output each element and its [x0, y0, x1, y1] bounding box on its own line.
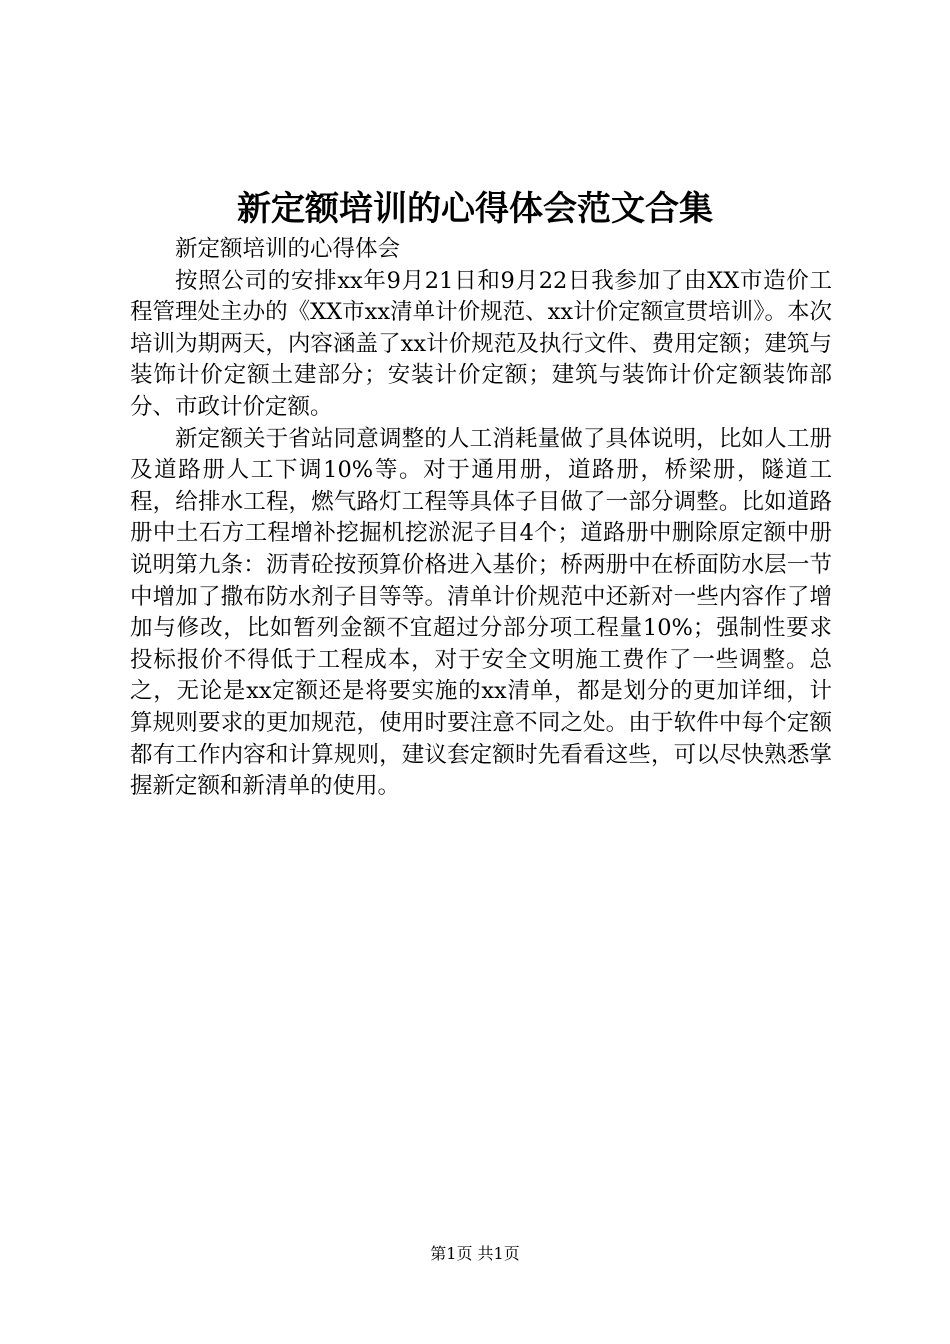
- document-body: [130, 234, 832, 803]
- subtitle-paragraph: 新定额培训的心得体会: [175, 236, 401, 262]
- page-footer: 第1页 共1页: [430, 1244, 520, 1263]
- body-paragraph-2: 新定额关于省站同意调整的人工消耗量做了具体说明，比如人工册及道路册人工下调10%等。对于通用册，道路册，桥梁册，隧道工程，给排水工程，燃气路灯工程等具体子目做了一部分调整。比如道路册中土石方工程增补挖掘机挖淤泥子目4个；道路册中删除原定额中册说明第九条：沥青砼按预算价格进入基价；桥两册中在桥面防水层一节中增加了撒布防水剂子目等等。清单计价规范中还新对一些内容作了增加与修改，比如暂列金额不宜超过分部分项工程量10%；强制性要求投标报价不得低于工程成本，对于安全文明施工费作了一些调整。总之，无论是xx定额还是将要实施的xx清单，都是划分的更加详细，计算规则要求的更加规范，使用时要注意不同之处。由于软件中每个定额都有工作内容和计算规则，建议套定额时先看看这些，可以尽快熟悉掌握新定额和新清单的使用。: [130, 425, 832, 800]
- document-title: 新定额培训的心得体会范文合集: [237, 189, 713, 229]
- body-paragraph-1: 按照公司的安排xx年9月21日和9月22日我参加了由XX市造价工程管理处主办的《XX市xx清单计价规范、xx计价定额宣贯培训》。本次培训为期两天，内容涵盖了xx计价规范及执行文件、费用定额；建筑与装饰计价定额土建部分；安装计价定额；建筑与装饰计价定额装饰部分、市政计价定额。: [130, 267, 832, 420]
